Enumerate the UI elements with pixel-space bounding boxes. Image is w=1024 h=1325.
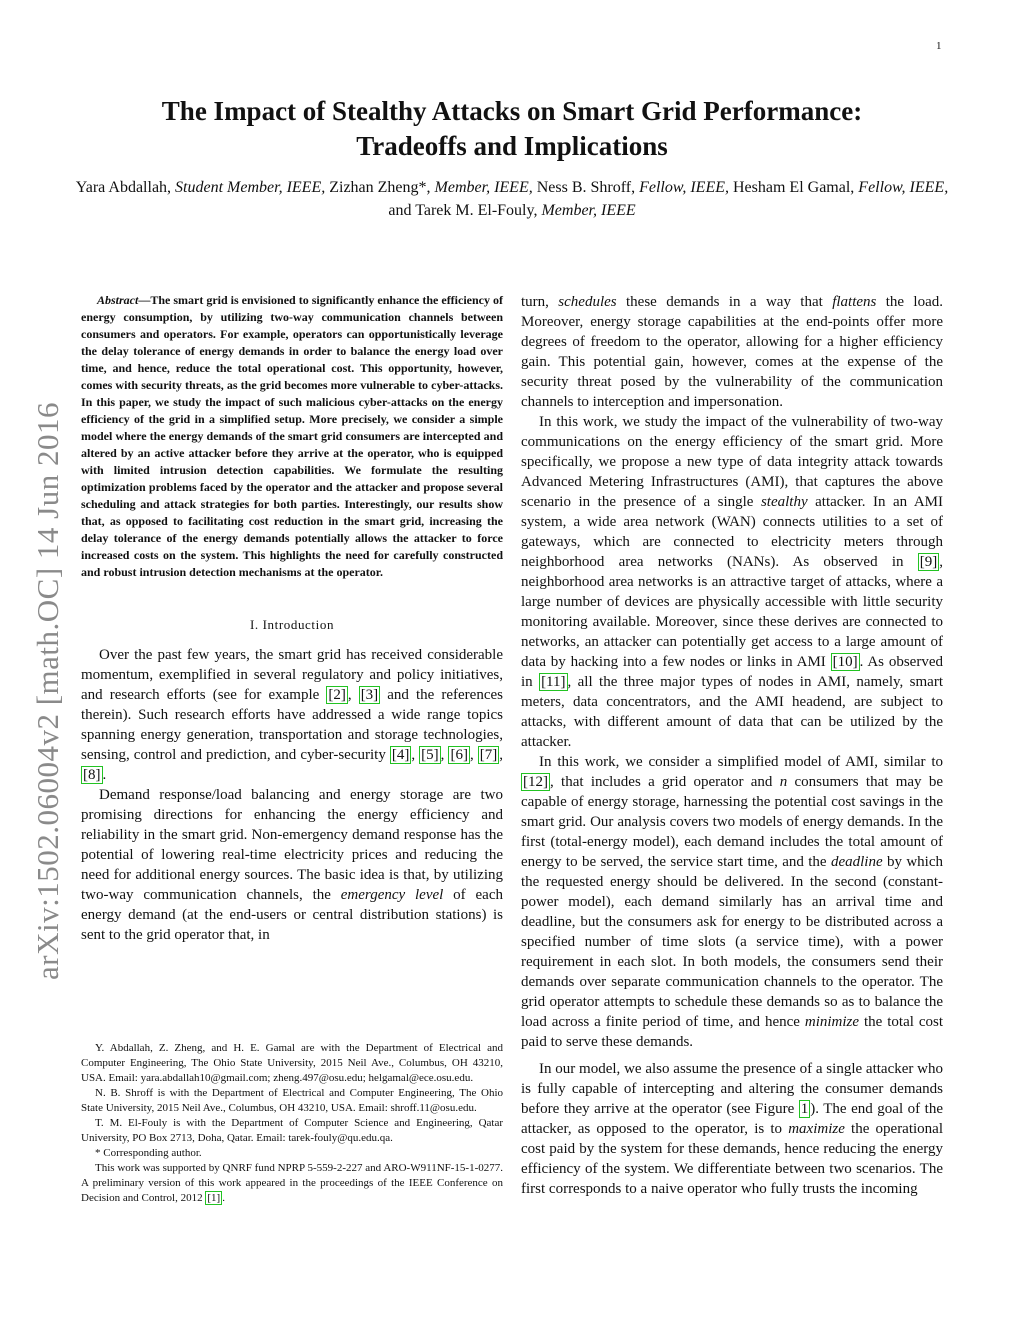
text-run: In this work, we study the impact of the vulnerability of two-way communications on the energy efficiency of the smart grid. More specifically, we propose a new type of data integrity attack towards Advanced Metering Infrastructures (AMI), that captures the above scenario in the presence of a single — [521, 414, 943, 510]
author-3-name: Ness B. Shroff, — [536, 179, 636, 196]
author-4-affiliation: Fellow, IEEE, — [858, 179, 949, 196]
right-paragraph-2 — [521, 412, 943, 752]
footnote-affiliation-3: T. M. El-Fouly is with the Department of Computer Science and Engineering, Qatar University, PO Box 2713, Doha, Qatar. Email: tarek-fouly@qu.edu.qa. — [81, 1117, 503, 1144]
paper-title — [100, 94, 924, 164]
text-run: , neighborhood area networks is an attractive target of attacks, where a large number of devices are physically accessible with little security monitoring available. Moreover, since these derives are connected to networks, an attacker can potentially get access to a large amount of data by hacking into a few nodes or links in AMI — [521, 554, 943, 670]
text-run: . As observed in — [521, 654, 943, 690]
footnote-corresponding: * Corresponding author. — [95, 1147, 202, 1159]
title-line-1: The Impact of Stealthy Attacks on Smart Grid Performance: — [161, 96, 863, 126]
footnote-affiliation-1: Y. Abdallah, Z. Zheng, and H. E. Gamal are with the Department of Electrical and Computer Engineering, The Ohio State University, 2015 Neil Ave., Columbus, OH 43210, USA. Email: yara.abdallah10@gmail.com; zheng.497@osu.edu; helgamal@ece.osu.edu. — [81, 1042, 503, 1084]
text-run: , all the three major types of nodes in AMI, namely, smart meters, data concentrators, and the AMI headend, are subject to attacks, with different amount of data that can be utilized by the attacker. — [521, 674, 943, 750]
arxiv-stamp — [18, 330, 70, 980]
text-run: attacker. In an AMI system, a wide area network (WAN) connects utilities to a set of gateways, which are connected to electricity meters through neighborhood area networks (NANs). As observed in — [521, 494, 943, 570]
citation-link[interactable]: [8] — [83, 767, 101, 783]
emphasis: deadline — [830, 854, 883, 870]
citation-link[interactable]: [10] — [832, 654, 858, 670]
text-run: ). The end goal of the attacker, as opposed to the operator, is to — [521, 1101, 943, 1137]
abstract-text: —The smart grid is envisioned to significantly enhance the efficiency of energy consumption, by utilizing two-way communication channels between consumers and operators. For example, operators can opportunistically leverage the delay tolerance of energy demands in order to balance the energy load over time, and hence, reduce the total operational cost. This opportunity, however, comes with security threats, as the grid becomes more vulnerable to cyber-attacks. In this paper, we study the impact of such malicious cyber-attacks on the energy efficiency of the grid in a simplified setup. More precisely, we consider a simple model where the energy demands of the smart grid consumers are intercepted and altered by an active attacker before they arrive at the operator, who is equipped with limited intrusion detection capabilities. We formulate the resulting optimization problems faced by the operator and the attacker and propose several scheduling and attack strategies for both parties. Interestingly, our results show that, as opposed to facilitating cost reduction in the smart grid, increasing the delay tolerance of the energy demands potentially allows the attacker to force increased costs on the system. This highlights the need for carefully constructed and robust intrusion detection mechanisms at the operator. — [81, 293, 503, 579]
author-1-name: Yara Abdallah, — [75, 179, 172, 196]
emphasis: flattens — [832, 294, 877, 310]
abstract-label: Abstract — [97, 293, 139, 307]
intro-paragraph-2 — [81, 785, 503, 945]
citation-link[interactable]: [11] — [541, 674, 566, 690]
footnotes — [81, 1041, 503, 1206]
text-run: Demand response/load balancing and energy storage are two promising directions for enhancing the energy efficiency and reliability in the smart grid. Non-emergency demand response has the potential of lowering real-time electricity prices and reducing the need for additional energy sources. The basic idea is that, by utilizing two-way communication channels, the — [81, 787, 503, 903]
text-run: In this work, we consider a simplified model of AMI, similar to — [539, 754, 943, 770]
citation-link[interactable]: [2] — [328, 687, 346, 703]
text-run: the total cost paid to serve these demands. — [521, 1014, 943, 1050]
author-5-name: Tarek M. El-Fouly, — [415, 202, 538, 219]
author-2-affiliation: Member, IEEE, — [434, 179, 533, 196]
emphasis: maximize — [788, 1121, 845, 1137]
text-run: , — [499, 747, 504, 763]
author-2-name: Zizhan Zheng*, — [329, 179, 431, 196]
citation-link[interactable]: [6] — [450, 747, 468, 763]
emphasis: emergency level — [340, 887, 444, 903]
text-run: turn, — [521, 294, 559, 310]
title-line-2: Tradeoffs and Implications — [356, 131, 668, 161]
section-heading-introduction: I. Introduction — [249, 617, 335, 632]
author-conjunction: and — [388, 202, 412, 219]
page-number: 1 — [936, 40, 942, 52]
text-run: and the references therein). Such research efforts have addressed a wide range topics spanning energy generation, transportation and storage technologies, sensing, control and prediction, and cyber-security — [81, 687, 503, 763]
math-variable: n — [779, 774, 788, 790]
citation-link[interactable]: [9] — [919, 554, 938, 570]
text-run: these demands in a way that — [616, 294, 833, 310]
emphasis: schedules — [558, 294, 617, 310]
text-run: This work was supported by QNRF fund NPRP 5-559-2-227 and ARO-W911NF-15-1-0277. A preliminary version of this work appeared in the proceedings of the IEEE Conference on Decision and Control, 2012 — [81, 1162, 503, 1204]
citation-link[interactable]: [12] — [523, 774, 548, 790]
citation-link[interactable]: [3] — [360, 687, 379, 703]
text-run: In our model, we also assume the presence of a single attacker who is fully capable of intercepting and altering the consumer demands before they arrive at the operator (see Figure — [521, 1061, 943, 1117]
intro-paragraph-1 — [81, 645, 503, 785]
author-3-affiliation: Fellow, IEEE, — [639, 179, 729, 196]
text-run: , — [347, 687, 359, 703]
author-list — [70, 176, 954, 222]
text-run: , — [469, 747, 478, 763]
footnote-funding — [81, 1161, 503, 1206]
author-5-affiliation: Member, IEEE — [541, 202, 636, 219]
text-run: the operational cost paid by the system for these demands, hence reducing the energy efficiency of the system. We differentiate between two scenarios. The first corresponds to a naive operator who fully trusts the incoming — [521, 1121, 944, 1197]
right-paragraph-4 — [521, 1059, 943, 1199]
abstract — [81, 292, 503, 581]
right-column — [521, 292, 943, 1199]
right-paragraph-3 — [521, 752, 943, 1052]
emphasis: minimize — [804, 1014, 860, 1030]
footnote-affiliation-2: N. B. Shroff is with the Department of Electrical and Computer Engineering, The Ohio State University, 2015 Neil Ave., Columbus, OH 43210, USA. Email: shroff.11@osu.edu. — [81, 1087, 503, 1114]
citation-link[interactable]: [7] — [479, 747, 498, 763]
figure-link[interactable]: 1 — [800, 1101, 809, 1117]
text-run: , — [440, 747, 449, 763]
left-column — [81, 292, 503, 945]
citation-link[interactable]: [4] — [391, 747, 410, 763]
emphasis: stealthy — [760, 494, 808, 510]
text-run: , that includes a grid operator and — [550, 774, 780, 790]
text-run: the load. Moreover, energy storage capabilities at the end-points offer more degrees of freedom to the operator, allowing for a higher efficiency gain. This potential gain, however, comes at the expense of the security threat posed by the vulnerability of the communication channels to interception and impersonation. — [521, 294, 944, 410]
citation-link[interactable]: [5] — [421, 747, 439, 763]
right-paragraph-1 — [521, 292, 943, 412]
text-run: , — [411, 747, 420, 763]
author-4-name: Hesham El Gamal, — [733, 179, 855, 196]
text-run: . — [222, 1192, 225, 1204]
author-1-affiliation: Student Member, IEEE, — [175, 179, 326, 196]
text-run: Over the past few years, the smart grid has received considerable momentum, exemplified in several regulatory and policy initiatives, and research efforts (see for example — [81, 647, 503, 703]
text-run: of each energy demand (at the end-users or central distribution stations) is sent to the grid operator that, in — [81, 887, 503, 943]
text-run: consumers that may be capable of energy storage, harnessing the potential cost savings in the smart grid. Our analysis covers two models of energy demands. In the first (total-energy model), each demand includes the total amount of energy to be served, the service start time, and the — [521, 774, 943, 870]
text-run: by which the requested energy should be delivered. In the second (constant-power model), each demand similarly has an arrival time and deadline, but the consumers ask for energy to be distributed across a specified number of time slots (a service time), with a power requirement in each slot. In both models, the consumers send their demands over separate communication channels to the operator. The grid operator attempts to schedule these demands so as to balance the load across a finite period of time, and hence — [521, 854, 943, 1030]
text-run: . — [102, 767, 107, 783]
citation-link[interactable]: [1] — [207, 1192, 221, 1204]
arxiv-stamp-text: arXiv:1502.06004v2 [math.OC] 14 Jun 2016 — [30, 402, 65, 980]
